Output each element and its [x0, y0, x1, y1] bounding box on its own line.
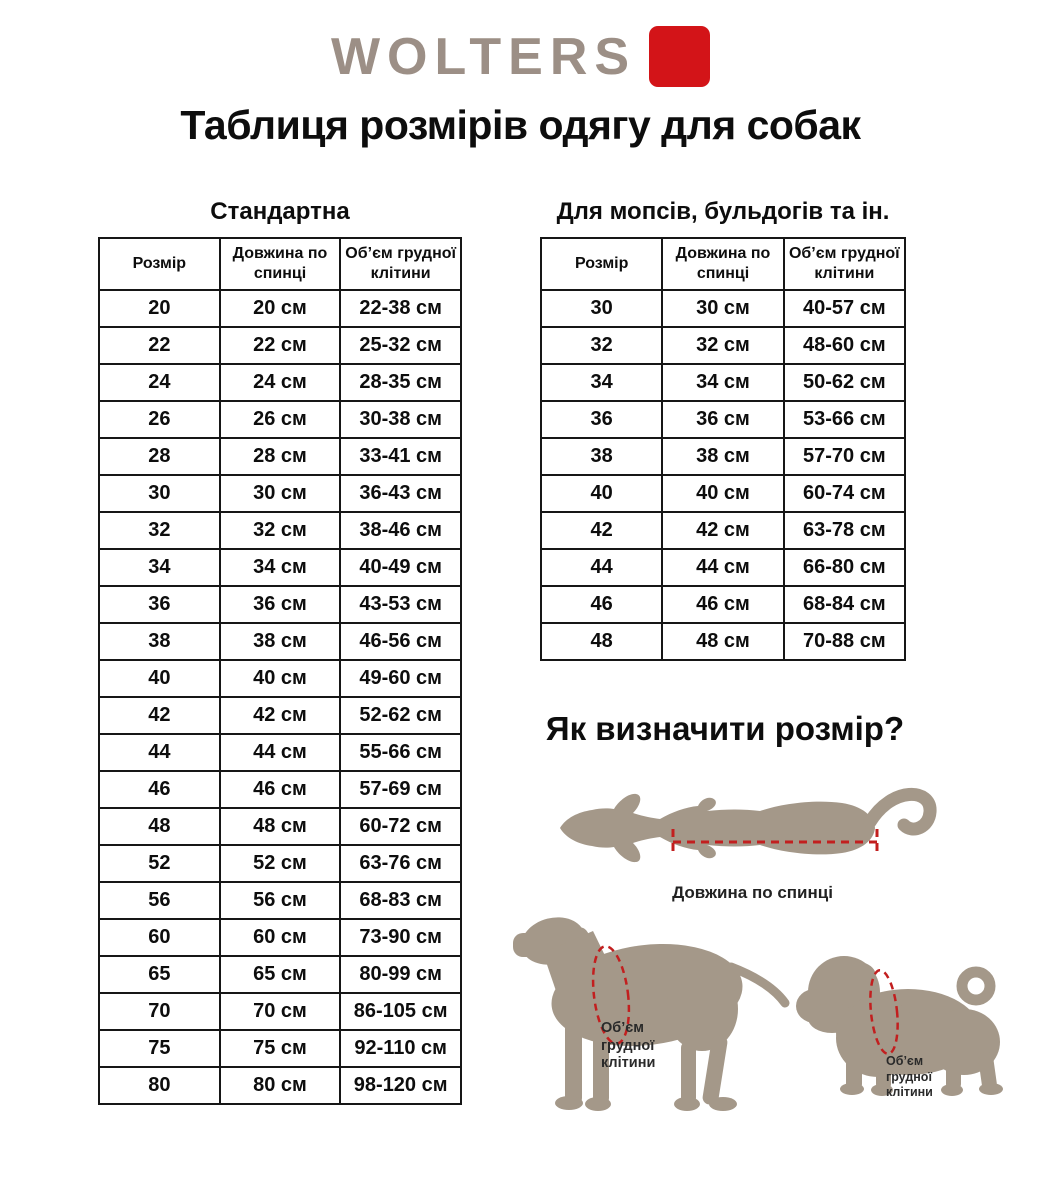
table-cell: 24: [99, 364, 220, 401]
table-cell: 40: [541, 475, 662, 512]
table-cell: 52-62 см: [340, 697, 461, 734]
pug-curled-tail: [962, 972, 990, 1000]
table-row: [541, 438, 905, 475]
column-header-size: Розмір: [99, 238, 220, 290]
table-cell: 38: [99, 623, 220, 660]
column-header-chest: Об’єм грудної клітини: [784, 238, 905, 290]
table-cell: 32 см: [220, 512, 341, 549]
table-cell: 46: [541, 586, 662, 623]
table-cell: 22-38 см: [340, 290, 461, 327]
table-cell: 38: [541, 438, 662, 475]
table-row: [99, 475, 461, 512]
table-cell: 28: [99, 438, 220, 475]
table-cell: 34 см: [662, 364, 783, 401]
table-cell: 55-66 см: [340, 734, 461, 771]
table-cell: 26: [99, 401, 220, 438]
table-cell: 75: [99, 1030, 220, 1067]
table-cell: 36 см: [662, 401, 783, 438]
table-row: [99, 808, 461, 845]
table-row: [99, 327, 461, 364]
table-row: [99, 623, 461, 660]
chest-label-pug: Об’єм грудної клітини: [886, 1054, 933, 1100]
table-cell: 63-78 см: [784, 512, 905, 549]
table-cell: 46 см: [220, 771, 341, 808]
table-cell: 36 см: [220, 586, 341, 623]
table-cell: 20 см: [220, 290, 341, 327]
table-row: [99, 993, 461, 1030]
table-cell: 34: [99, 549, 220, 586]
table-row: [99, 956, 461, 993]
column-header-size: Розмір: [541, 238, 662, 290]
table-cell: 30: [541, 290, 662, 327]
brand-logo-text: WOLTERS: [330, 27, 637, 86]
brand-logo: [0, 26, 1041, 87]
table-cell: 49-60 см: [340, 660, 461, 697]
table-cell: 56 см: [220, 882, 341, 919]
table-cell: 75 см: [220, 1030, 341, 1067]
table-cell: 92-110 см: [340, 1030, 461, 1067]
brand-logo-red-square-icon: [649, 26, 710, 87]
table-cell: 65: [99, 956, 220, 993]
table-row: [541, 364, 905, 401]
table-cell: 48-60 см: [784, 327, 905, 364]
pug-table-section: [540, 198, 906, 661]
table-cell: 70 см: [220, 993, 341, 1030]
table-cell: 48: [541, 623, 662, 660]
table-cell: 36: [541, 401, 662, 438]
table-cell: 30-38 см: [340, 401, 461, 438]
table-row: [541, 475, 905, 512]
table-cell: 22 см: [220, 327, 341, 364]
table-row: [99, 549, 461, 586]
table-cell: 66-80 см: [784, 549, 905, 586]
table-cell: 28 см: [220, 438, 341, 475]
table-cell: 20: [99, 290, 220, 327]
dog-top-view-illustration: [552, 772, 947, 884]
table-cell: 43-53 см: [340, 586, 461, 623]
table-cell: 65 см: [220, 956, 341, 993]
table-cell: 48: [99, 808, 220, 845]
table-header-row: [541, 238, 905, 290]
chest-label-large-dog: Об’єм грудної клітини: [601, 1020, 656, 1072]
table-cell: 42 см: [662, 512, 783, 549]
table-cell: 80-99 см: [340, 956, 461, 993]
table-cell: 30 см: [220, 475, 341, 512]
table-cell: 42 см: [220, 697, 341, 734]
table-cell: 44: [541, 549, 662, 586]
table-cell: 48 см: [220, 808, 341, 845]
table-row: [99, 660, 461, 697]
table-cell: 57-69 см: [340, 771, 461, 808]
table-cell: 98-120 см: [340, 1067, 461, 1104]
table-cell: 32: [541, 327, 662, 364]
table-cell: 25-32 см: [340, 327, 461, 364]
table-cell: 52 см: [220, 845, 341, 882]
column-header-chest: Об’єм грудної клітини: [340, 238, 461, 290]
table-cell: 40 см: [220, 660, 341, 697]
table-row: [99, 586, 461, 623]
table-row: [99, 512, 461, 549]
table-row: [99, 697, 461, 734]
table-cell: 24 см: [220, 364, 341, 401]
table-cell: 46 см: [662, 586, 783, 623]
table-cell: 44: [99, 734, 220, 771]
table-cell: 40-57 см: [784, 290, 905, 327]
table-cell: 56: [99, 882, 220, 919]
table-row: [99, 919, 461, 956]
table-row: [99, 290, 461, 327]
table-cell: 68-84 см: [784, 586, 905, 623]
table-row: [99, 401, 461, 438]
table-cell: 44 см: [662, 549, 783, 586]
table-cell: 53-66 см: [784, 401, 905, 438]
table-row: [99, 1067, 461, 1104]
table-row: [541, 549, 905, 586]
table-cell: 38-46 см: [340, 512, 461, 549]
table-cell: 40: [99, 660, 220, 697]
standard-table-section: [98, 198, 462, 1105]
table-cell: 48 см: [662, 623, 783, 660]
table-cell: 26 см: [220, 401, 341, 438]
table-cell: 32 см: [662, 327, 783, 364]
table-row: [99, 364, 461, 401]
table-row: [99, 845, 461, 882]
table-cell: 73-90 см: [340, 919, 461, 956]
table-row: [99, 734, 461, 771]
table-row: [541, 401, 905, 438]
table-cell: 70: [99, 993, 220, 1030]
table-cell: 34: [541, 364, 662, 401]
back-length-label: Довжина по спинці: [672, 883, 833, 902]
pug-table-title: Для мопсів, бульдогів та ін.: [556, 198, 890, 225]
standard-table-title: Стандартна: [210, 198, 350, 225]
table-row: [99, 882, 461, 919]
table-cell: 30: [99, 475, 220, 512]
table-header-row: [99, 238, 461, 290]
table-cell: 50-62 см: [784, 364, 905, 401]
size-table-pugs: [540, 237, 906, 661]
table-cell: 38 см: [662, 438, 783, 475]
table-cell: 60: [99, 919, 220, 956]
table-cell: 80: [99, 1067, 220, 1104]
table-cell: 30 см: [662, 290, 783, 327]
table-cell: 32: [99, 512, 220, 549]
table-cell: 40-49 см: [340, 549, 461, 586]
table-cell: 46: [99, 771, 220, 808]
table-cell: 80 см: [220, 1067, 341, 1104]
table-row: [99, 771, 461, 808]
table-row: [99, 438, 461, 475]
table-row: [541, 623, 905, 660]
table-cell: 28-35 см: [340, 364, 461, 401]
table-row: [541, 586, 905, 623]
table-row: [541, 512, 905, 549]
table-cell: 36-43 см: [340, 475, 461, 512]
how-to-title: Як визначити розмір?: [545, 710, 905, 747]
column-header-back-length: Довжина по спинці: [220, 238, 341, 290]
table-cell: 22: [99, 327, 220, 364]
table-cell: 33-41 см: [340, 438, 461, 475]
table-row: [541, 327, 905, 364]
table-cell: 60 см: [220, 919, 341, 956]
table-cell: 63-76 см: [340, 845, 461, 882]
table-cell: 60-74 см: [784, 475, 905, 512]
table-cell: 60-72 см: [340, 808, 461, 845]
size-table-standard: [98, 237, 462, 1105]
table-cell: 38 см: [220, 623, 341, 660]
table-cell: 57-70 см: [784, 438, 905, 475]
column-header-back-length: Довжина по спинці: [662, 238, 783, 290]
table-cell: 68-83 см: [340, 882, 461, 919]
table-cell: 44 см: [220, 734, 341, 771]
table-cell: 42: [99, 697, 220, 734]
table-cell: 46-56 см: [340, 623, 461, 660]
table-cell: 42: [541, 512, 662, 549]
table-cell: 70-88 см: [784, 623, 905, 660]
table-row: [541, 290, 905, 327]
dog-tail: [870, 794, 930, 829]
table-cell: 52: [99, 845, 220, 882]
table-cell: 86-105 см: [340, 993, 461, 1030]
table-row: [99, 1030, 461, 1067]
table-cell: 36: [99, 586, 220, 623]
table-cell: 34 см: [220, 549, 341, 586]
table-cell: 40 см: [662, 475, 783, 512]
dog-side-illustration: [495, 897, 790, 1113]
page-title: Таблиця розмірів одягу для собак: [180, 102, 861, 148]
